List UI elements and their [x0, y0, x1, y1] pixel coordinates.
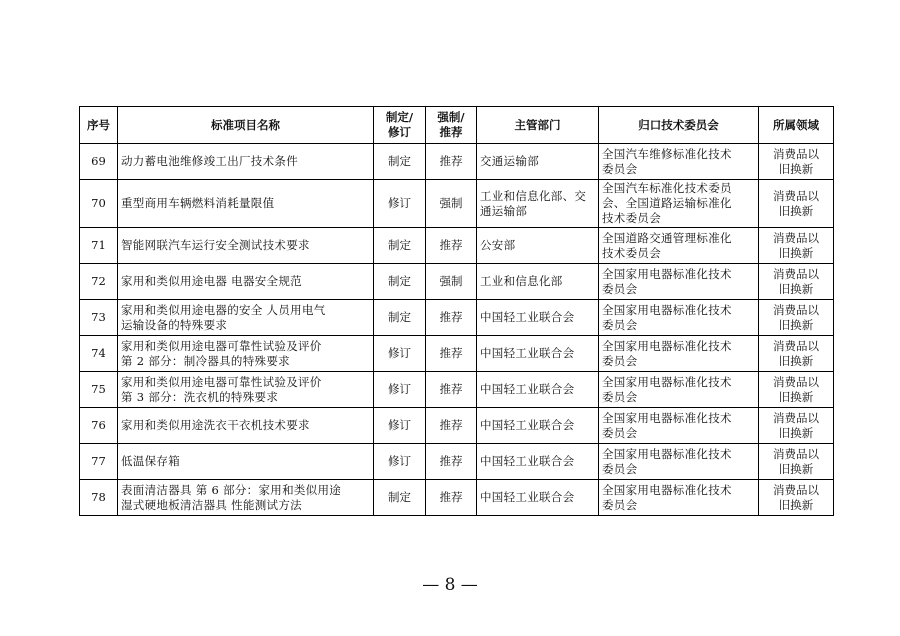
- cell-committee: 全国家用电器标准化技术 委员会: [599, 300, 759, 336]
- cell-project-name: 智能网联汽车运行安全测试技术要求: [118, 228, 374, 264]
- standards-table: [79, 106, 834, 516]
- cell-committee: 全国家用电器标准化技术 委员会: [599, 372, 759, 408]
- cell-project-name: 低温保存箱: [118, 444, 374, 480]
- cell-serial: 75: [80, 372, 118, 408]
- cell-project-name: 表面清洁器具 第 6 部分：家用和类似用途 湿式硬地板清洁器具 性能测试方法: [118, 480, 374, 516]
- cell-field: 消费品以 旧换新: [759, 180, 834, 228]
- cell-draft-revise: 制定: [374, 480, 426, 516]
- cell-draft-revise: 修订: [374, 408, 426, 444]
- cell-field: 消费品以 旧换新: [759, 228, 834, 264]
- cell-department: 中国轻工业联合会: [477, 408, 599, 444]
- table-row: [80, 144, 834, 180]
- page-number: — 8 —: [422, 575, 478, 595]
- cell-field: 消费品以 旧换新: [759, 408, 834, 444]
- cell-department: 中国轻工业联合会: [477, 372, 599, 408]
- header-department: 主管部门: [477, 107, 599, 144]
- cell-draft-revise: 制定: [374, 228, 426, 264]
- cell-mandatory: 推荐: [426, 228, 477, 264]
- cell-draft-revise: 制定: [374, 300, 426, 336]
- table-row: [80, 300, 834, 336]
- cell-serial: 70: [80, 180, 118, 228]
- cell-department: 中国轻工业联合会: [477, 480, 599, 516]
- cell-department: 交通运输部: [477, 144, 599, 180]
- table-row: [80, 228, 834, 264]
- header-committee: 归口技术委员会: [599, 107, 759, 144]
- cell-mandatory: 推荐: [426, 300, 477, 336]
- cell-serial: 71: [80, 228, 118, 264]
- table-header-row: [80, 107, 834, 144]
- header-mandatory-recommended: 强制/ 推荐: [426, 107, 477, 144]
- cell-project-name: 家用和类似用途电器可靠性试验及评价 第 2 部分：制冷器具的特殊要求: [118, 336, 374, 372]
- cell-mandatory: 推荐: [426, 144, 477, 180]
- cell-mandatory: 推荐: [426, 372, 477, 408]
- cell-project-name: 家用和类似用途电器可靠性试验及评价 第 3 部分：洗衣机的特殊要求: [118, 372, 374, 408]
- cell-department: 工业和信息化部、交 通运输部: [477, 180, 599, 228]
- cell-serial: 76: [80, 408, 118, 444]
- table-row: [80, 264, 834, 300]
- cell-mandatory: 推荐: [426, 408, 477, 444]
- cell-field: 消费品以 旧换新: [759, 444, 834, 480]
- cell-committee: 全国家用电器标准化技术 委员会: [599, 408, 759, 444]
- cell-project-name: 重型商用车辆燃料消耗量限值: [118, 180, 374, 228]
- cell-department: 中国轻工业联合会: [477, 444, 599, 480]
- cell-mandatory: 推荐: [426, 336, 477, 372]
- cell-serial: 77: [80, 444, 118, 480]
- cell-department: 中国轻工业联合会: [477, 300, 599, 336]
- header-draft-revise: 制定/ 修订: [374, 107, 426, 144]
- cell-department: 公安部: [477, 228, 599, 264]
- cell-mandatory: 强制: [426, 264, 477, 300]
- cell-field: 消费品以 旧换新: [759, 300, 834, 336]
- cell-field: 消费品以 旧换新: [759, 336, 834, 372]
- cell-project-name: 家用和类似用途洗衣干衣机技术要求: [118, 408, 374, 444]
- cell-committee: 全国家用电器标准化技术 委员会: [599, 336, 759, 372]
- cell-committee: 全国家用电器标准化技术 委员会: [599, 480, 759, 516]
- cell-draft-revise: 修订: [374, 336, 426, 372]
- cell-mandatory: 推荐: [426, 480, 477, 516]
- cell-field: 消费品以 旧换新: [759, 372, 834, 408]
- cell-committee: 全国汽车标准化技术委员 会、全国道路运输标准化 技术委员会: [599, 180, 759, 228]
- cell-serial: 74: [80, 336, 118, 372]
- cell-serial: 78: [80, 480, 118, 516]
- cell-draft-revise: 制定: [374, 264, 426, 300]
- cell-field: 消费品以 旧换新: [759, 144, 834, 180]
- cell-serial: 73: [80, 300, 118, 336]
- header-project-name: 标准项目名称: [118, 107, 374, 144]
- cell-committee: 全国家用电器标准化技术 委员会: [599, 264, 759, 300]
- cell-committee: 全国家用电器标准化技术 委员会: [599, 444, 759, 480]
- table-row: [80, 408, 834, 444]
- cell-serial: 72: [80, 264, 118, 300]
- header-serial: 序号: [80, 107, 118, 144]
- table-row: [80, 336, 834, 372]
- cell-project-name: 家用和类似用途电器 电器安全规范: [118, 264, 374, 300]
- cell-committee: 全国汽车维修标准化技术 委员会: [599, 144, 759, 180]
- cell-department: 中国轻工业联合会: [477, 336, 599, 372]
- table-row: [80, 444, 834, 480]
- table-row: [80, 180, 834, 228]
- cell-field: 消费品以 旧换新: [759, 264, 834, 300]
- table-row: [80, 480, 834, 516]
- cell-mandatory: 强制: [426, 180, 477, 228]
- cell-project-name: 动力蓄电池维修竣工出厂技术条件: [118, 144, 374, 180]
- cell-draft-revise: 制定: [374, 144, 426, 180]
- cell-committee: 全国道路交通管理标准化 技术委员会: [599, 228, 759, 264]
- cell-draft-revise: 修订: [374, 372, 426, 408]
- cell-serial: 69: [80, 144, 118, 180]
- cell-department: 工业和信息化部: [477, 264, 599, 300]
- cell-draft-revise: 修订: [374, 180, 426, 228]
- cell-draft-revise: 修订: [374, 444, 426, 480]
- table-row: [80, 372, 834, 408]
- cell-project-name: 家用和类似用途电器的安全 人员用电气 运输设备的特殊要求: [118, 300, 374, 336]
- header-field: 所属领域: [759, 107, 834, 144]
- cell-mandatory: 推荐: [426, 444, 477, 480]
- cell-field: 消费品以 旧换新: [759, 480, 834, 516]
